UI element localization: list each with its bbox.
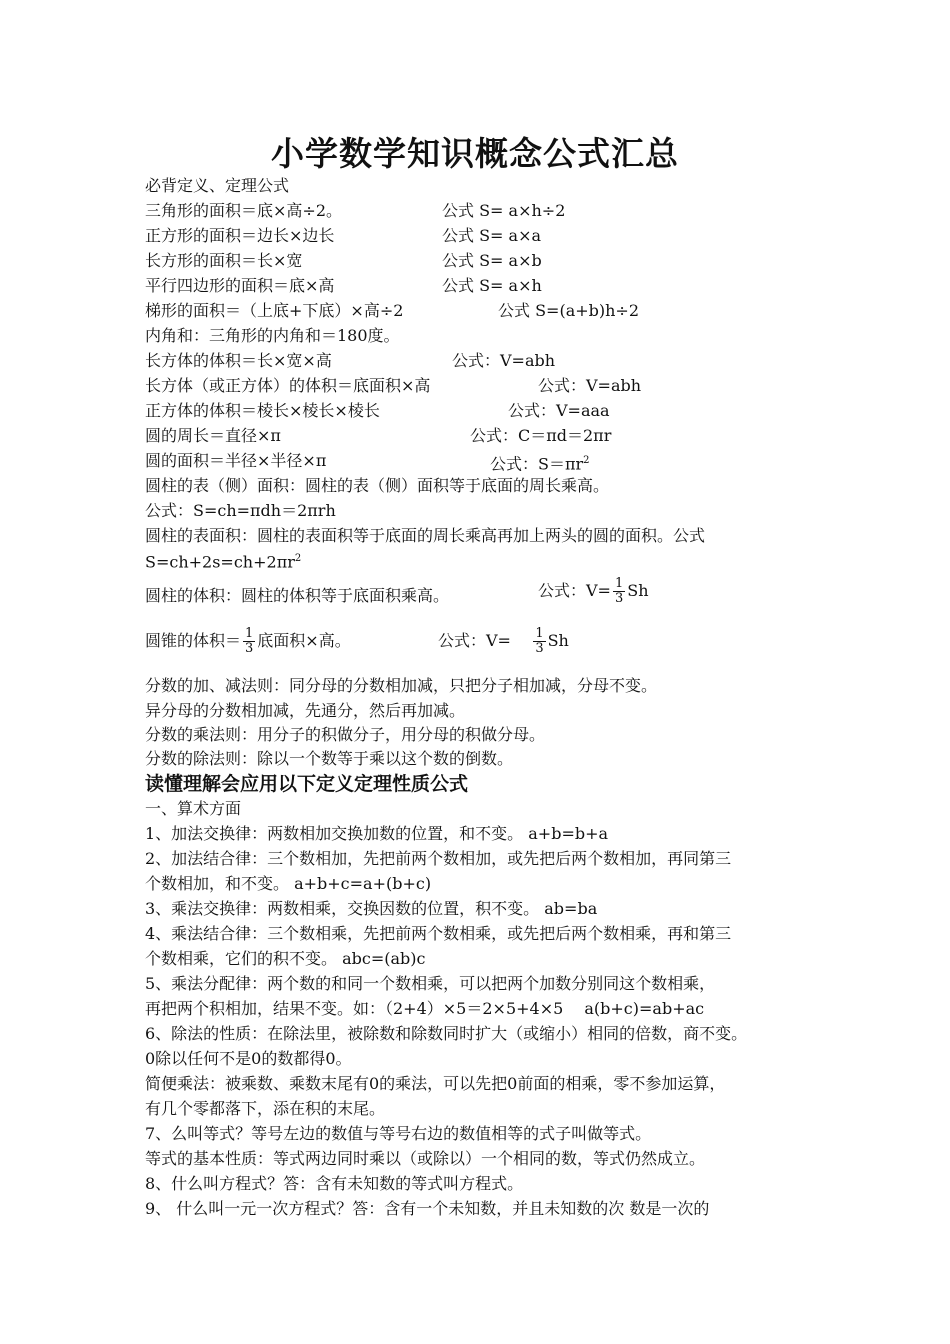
formula-line: 圆的周长＝直径×π 公式：C＝πd＝2πr — [145, 426, 612, 445]
rule-line: 分数的除法则：除以一个数等于乘以这个数的倒数。 — [145, 749, 514, 768]
fraction: $\frac{1}{3}$ — [535, 626, 544, 656]
text-line: 2、加法结合律：三个数相加，先把前两个数相加，或先把后两个数相加，再同第三 — [145, 849, 732, 868]
text-line: 5、乘法分配律：两个数的和同一个数相乘，可以把两个加数分别同这个数相乘， — [145, 974, 716, 993]
text-line: 3、乘法交换律：两数相乘，交换因数的位置，积不变。 ab=ba — [145, 899, 598, 918]
formula-line: 圆的面积＝半径×半径×π 公式：$S=\pi r^2$ — [145, 451, 590, 474]
formula-line: 正方形的面积＝边长×边长 公式 S= a×a — [145, 226, 542, 245]
formula-line: 三角形的面积＝底×高÷2。 公式 S= a×h÷2 — [145, 201, 566, 220]
text-line: 8、什么叫方程式？答：含有未知数的等式叫方程式。 — [145, 1174, 524, 1193]
text-line: 7、么叫等式？等号左边的数值与等号右边的数值相等的式子叫做等式。 — [145, 1124, 652, 1143]
text-line: 等式的基本性质：等式两边同时乘以（或除以）一个相同的数，等式仍然成立。 — [145, 1149, 706, 1168]
rule-line: 分数的加、减法则：同分母的分数相加减，只把分子相加减，分母不变。 — [145, 676, 658, 695]
formula-line: 正方体的体积＝棱长×棱长×棱长 公式：V=aaa — [145, 401, 610, 420]
text-line: 1、加法交换律：两数相加交换加数的位置，和不变。 a+b=b+a — [145, 824, 609, 843]
formula-line: 内角和：三角形的内角和＝180度。 — [145, 326, 400, 345]
text-line: 有几个零都落下，添在积的末尾。 — [145, 1099, 386, 1118]
formula-line: 圆柱的表（侧）面积：圆柱的表（侧）面积等于底面的周长乘高。 — [145, 476, 610, 495]
cone-volume-line: 圆锥的体积＝ $\frac{1}{3}$ 底面积×高。 公式：V= $\frac{1}{3}$ Sh — [145, 626, 569, 656]
subsection-heading: 一、算术方面 — [145, 799, 242, 818]
text-line: 9、 什么叫一元一次方程式？答：含有一个未知数，并且未知数的次 数是一次的 — [145, 1199, 710, 1218]
section-heading-bold: 读懂理解会应用以下定义定理性质公式 — [145, 773, 469, 795]
text-line: 再把两个积相加，结果不变。如：（2+4）×5＝2×5+4×5 a(b+c)=ab+ac — [145, 999, 705, 1018]
superscript: 2 — [583, 455, 590, 466]
formula-line: 长方形的面积＝长×宽 公式 S= a×b — [145, 251, 542, 270]
formula-line: 梯形的面积＝（上底+下底）×高÷2 公式 S=(a+b)h÷2 — [145, 301, 640, 320]
superscript: 2 — [294, 553, 302, 564]
formula-line: 平行四边形的面积＝底×高 公式 S= a×h — [145, 276, 542, 295]
text-line: 4、乘法结合律：三个数相乘，先把前两个数相乘，或先把后两个数相乘，再和第三 — [145, 924, 732, 943]
rule-line: 异分母的分数相加减，先通分，然后再加减。 — [145, 701, 466, 720]
section-heading: 必背定义、定理公式 — [145, 176, 290, 195]
page-title: 小学数学知识概念公式汇总 — [271, 134, 679, 173]
formula-line: 公式：S=ch=πdh＝2πrh — [145, 501, 336, 520]
text-line: 个数相乘，它们的积不变。 abc=(ab)c — [145, 949, 426, 968]
formula-line: 长方体（或正方体）的体积＝底面积×高 公式：V=abh — [145, 376, 642, 395]
formula-line: 圆柱的表面积：圆柱的表面积等于底面的周长乘高再加上两头的圆的面积。公式 — [145, 526, 706, 545]
text-line: 6、除法的性质：在除法里，被除数和除数同时扩大（或缩小）相同的倍数，商不变。 — [145, 1024, 748, 1043]
fraction: $\frac{1}{3}$ — [614, 576, 624, 606]
formula-line: 长方体的体积＝长×宽×高 公式：V=abh — [145, 351, 556, 370]
text-line: 0除以任何不是0的数都得0。 — [145, 1049, 352, 1068]
fraction: $\frac{1}{3}$ — [245, 626, 254, 656]
cylinder-volume-line: 圆柱的体积：圆柱的体积等于底面积乘高。 公式：V= $\frac{1}{3}$ Sh — [145, 576, 649, 606]
rule-line: 分数的乘法则：用分子的积做分子，用分母的积做分母。 — [145, 725, 546, 744]
text-line: 简便乘法：被乘数、乘数末尾有0的乘法，可以先把0前面的相乘，零不参加运算， — [145, 1074, 726, 1093]
text-line: 个数相加，和不变。 a+b+c=a+(b+c) — [145, 874, 432, 893]
formula-line: $S=ch+2s=ch+2\pi r^2$ — [145, 552, 302, 572]
